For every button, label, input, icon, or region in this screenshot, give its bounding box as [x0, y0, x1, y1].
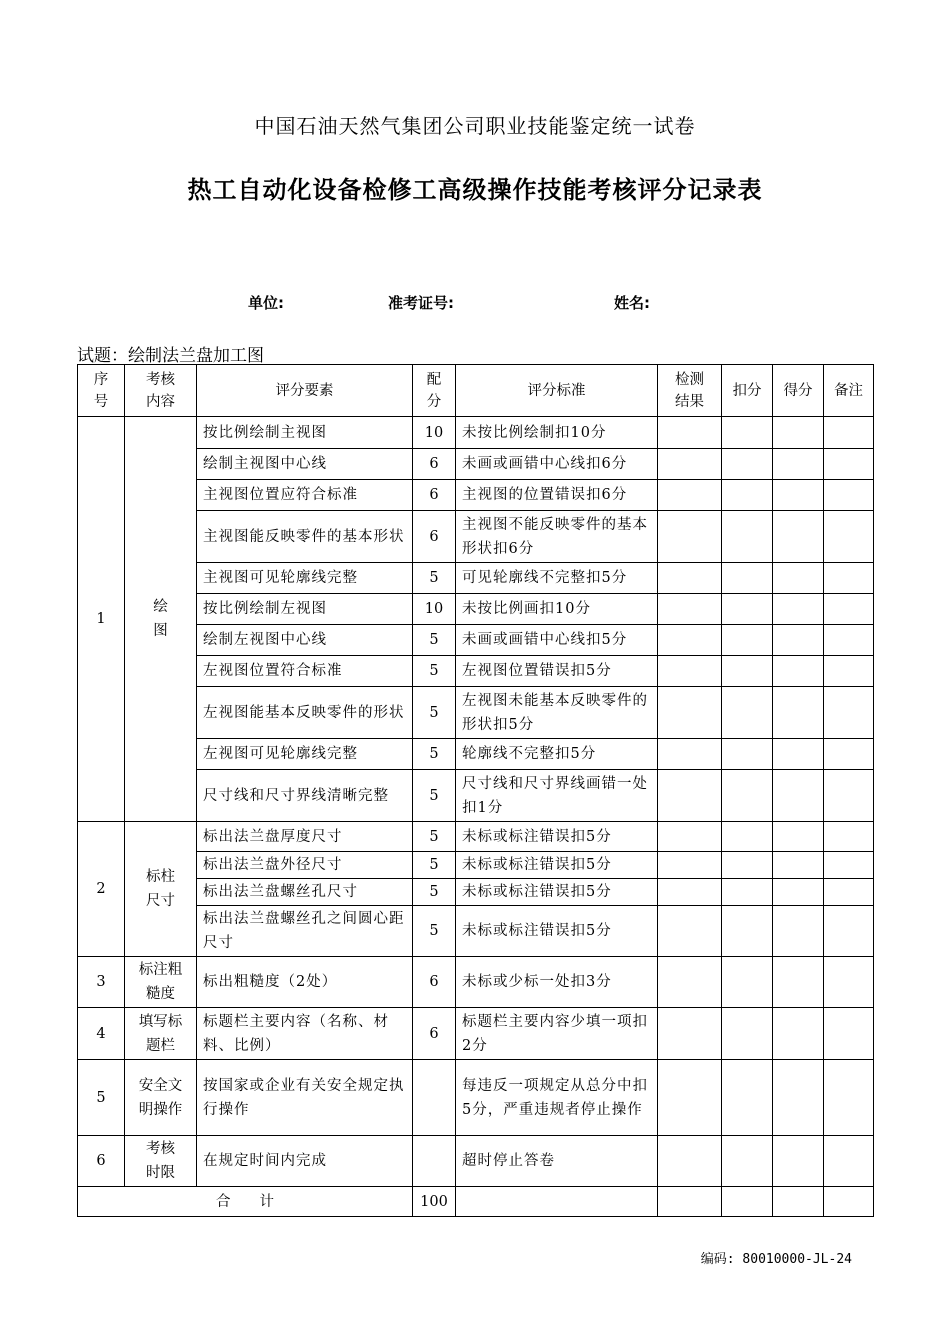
item-cell — [125, 1060, 197, 1136]
result-cell — [658, 417, 722, 449]
deduct-cell — [722, 852, 773, 879]
remark-cell — [824, 594, 874, 625]
header-row — [78, 365, 874, 417]
total-blank-cell — [824, 1187, 874, 1217]
header-item — [125, 365, 197, 417]
remark-cell — [824, 480, 874, 511]
standard-cell: 未画或画错中心线扣6分 — [456, 449, 658, 480]
score-cell: 6 — [413, 480, 456, 511]
subject-title: 试题：绘制法兰盘加工图 — [77, 346, 264, 366]
remark-cell — [824, 656, 874, 687]
standard-cell: 未标或标注错误扣5分 — [456, 906, 658, 957]
standard-cell: 尺寸线和尺寸界线画错一处扣1分 — [456, 770, 658, 822]
score-cell: 5 — [413, 563, 456, 594]
seq-cell: 6 — [78, 1136, 125, 1187]
remark-cell — [824, 739, 874, 770]
unit-label: 单位: — [248, 294, 284, 312]
org-title: 中国石油天然气集团公司职业技能鉴定统一试卷 — [254, 114, 696, 138]
score-cell: 5 — [413, 656, 456, 687]
element-cell: 按比例绘制主视图 — [197, 417, 413, 449]
standard-cell: 左视图未能基本反映零件的形状扣5分 — [456, 687, 658, 739]
item-cell — [125, 1008, 197, 1060]
table-row — [78, 594, 874, 625]
score-cell: 5 — [413, 687, 456, 739]
standard-cell: 可见轮廓线不完整扣5分 — [456, 563, 658, 594]
header-seq-text: 序号 — [93, 371, 109, 410]
table-body — [78, 417, 874, 1187]
exam-id-label: 准考证号: — [388, 294, 454, 312]
deduct-cell — [722, 1060, 773, 1136]
table-row — [78, 1136, 874, 1187]
score-cell: 5 — [413, 739, 456, 770]
remark-cell — [824, 563, 874, 594]
deduct-cell — [722, 625, 773, 656]
element-cell: 主视图能反映零件的基本形状 — [197, 511, 413, 563]
deduct-cell — [722, 480, 773, 511]
header-deduct: 扣分 — [722, 365, 773, 417]
element-cell: 标题栏主要内容（名称、材料、比例） — [197, 1008, 413, 1060]
total-blank-cell — [658, 1187, 722, 1217]
standard-cell: 未标或标注错误扣5分 — [456, 822, 658, 852]
form-title: 热工自动化设备检修工高级操作技能考核评分记录表 — [187, 176, 763, 204]
standard-cell: 每违反一项规定从总分中扣5分，严重违规者停止操作 — [456, 1060, 658, 1136]
element-cell: 绘制主视图中心线 — [197, 449, 413, 480]
standard-cell: 轮廓线不完整扣5分 — [456, 739, 658, 770]
standard-cell: 超时停止答卷 — [456, 1136, 658, 1187]
got-cell — [773, 449, 824, 480]
got-cell — [773, 739, 824, 770]
deduct-cell — [722, 957, 773, 1008]
total-score: 100 — [413, 1187, 456, 1217]
remark-cell — [824, 625, 874, 656]
remark-cell — [824, 852, 874, 879]
result-cell — [658, 1136, 722, 1187]
result-cell — [658, 879, 722, 906]
standard-cell: 未标或标注错误扣5分 — [456, 879, 658, 906]
element-cell: 按国家或企业有关安全规定执行操作 — [197, 1060, 413, 1136]
result-cell — [658, 957, 722, 1008]
seq-cell: 2 — [78, 822, 125, 957]
header-result-text: 检测结果 — [675, 371, 704, 410]
item-text: 标注粗糙度 — [138, 962, 183, 1002]
table-row — [78, 1060, 874, 1136]
element-cell: 尺寸线和尺寸界线清晰完整 — [197, 770, 413, 822]
element-cell: 按比例绘制左视图 — [197, 594, 413, 625]
remark-cell — [824, 879, 874, 906]
remark-cell — [824, 957, 874, 1008]
got-cell — [773, 594, 824, 625]
score-cell: 6 — [413, 957, 456, 1008]
score-cell: 5 — [413, 906, 456, 957]
element-cell: 在规定时间内完成 — [197, 1136, 413, 1187]
got-cell — [773, 852, 824, 879]
item-text: 填写标题栏 — [138, 1013, 183, 1054]
seq-cell: 1 — [78, 417, 125, 822]
element-cell: 左视图位置符合标准 — [197, 656, 413, 687]
deduct-cell — [722, 770, 773, 822]
deduct-cell — [722, 594, 773, 625]
got-cell — [773, 656, 824, 687]
header-result — [658, 365, 722, 417]
name-label: 姓名: — [614, 294, 650, 312]
deduct-cell — [722, 739, 773, 770]
table-row — [78, 656, 874, 687]
table-row — [78, 417, 874, 449]
deduct-cell — [722, 822, 773, 852]
score-cell: 5 — [413, 879, 456, 906]
standard-cell: 未按比例绘制扣10分 — [456, 417, 658, 449]
header-remark: 备注 — [824, 365, 874, 417]
result-cell — [658, 739, 722, 770]
standard-cell: 主视图的位置错误扣6分 — [456, 480, 658, 511]
item-text: 考核时限 — [146, 1141, 175, 1181]
element-cell: 标出粗糙度（2处） — [197, 957, 413, 1008]
result-cell — [658, 563, 722, 594]
deduct-cell — [722, 511, 773, 563]
result-cell — [658, 822, 722, 852]
item-text: 绘图 — [153, 599, 168, 639]
score-cell: 6 — [413, 1008, 456, 1060]
deduct-cell — [722, 449, 773, 480]
table-row — [78, 852, 874, 879]
got-cell — [773, 625, 824, 656]
element-cell: 主视图位置应符合标准 — [197, 480, 413, 511]
deduct-cell — [722, 563, 773, 594]
got-cell — [773, 563, 824, 594]
score-cell: 5 — [413, 625, 456, 656]
item-cell — [125, 957, 197, 1008]
element-cell: 标出法兰盘外径尺寸 — [197, 852, 413, 879]
seq-cell: 3 — [78, 957, 125, 1008]
got-cell — [773, 687, 824, 739]
table-row — [78, 822, 874, 852]
standard-cell: 标题栏主要内容少填一项扣2分 — [456, 1008, 658, 1060]
total-blank-cell — [722, 1187, 773, 1217]
got-cell — [773, 1136, 824, 1187]
result-cell — [658, 1008, 722, 1060]
remark-cell — [824, 822, 874, 852]
got-cell — [773, 511, 824, 563]
header-elements: 评分要素 — [197, 365, 413, 417]
standard-cell: 未按比例画扣10分 — [456, 594, 658, 625]
standard-cell: 主视图不能反映零件的基本形状扣6分 — [456, 511, 658, 563]
score-cell: 10 — [413, 417, 456, 449]
table-row — [78, 687, 874, 739]
score-cell: 5 — [413, 770, 456, 822]
item-cell — [125, 1136, 197, 1187]
score-cell — [413, 1136, 456, 1187]
element-cell: 标出法兰盘厚度尺寸 — [197, 822, 413, 852]
element-cell: 标出法兰盘螺丝孔之间圆心距尺寸 — [197, 906, 413, 957]
remark-cell — [824, 449, 874, 480]
score-cell — [413, 1060, 456, 1136]
got-cell — [773, 1060, 824, 1136]
item-text: 标柱尺寸 — [146, 869, 175, 909]
total-row — [78, 1187, 874, 1217]
table-row — [78, 1008, 874, 1060]
remark-cell — [824, 687, 874, 739]
remark-cell — [824, 906, 874, 957]
element-cell: 绘制左视图中心线 — [197, 625, 413, 656]
score-cell: 10 — [413, 594, 456, 625]
got-cell — [773, 770, 824, 822]
result-cell — [658, 906, 722, 957]
score-cell: 6 — [413, 449, 456, 480]
element-cell: 标出法兰盘螺丝孔尺寸 — [197, 879, 413, 906]
remark-cell — [824, 1060, 874, 1136]
got-cell — [773, 957, 824, 1008]
score-cell: 5 — [413, 822, 456, 852]
got-cell — [773, 480, 824, 511]
remark-cell — [824, 1008, 874, 1060]
table-row — [78, 770, 874, 822]
header-score-text: 配分 — [426, 371, 442, 410]
element-cell: 主视图可见轮廓线完整 — [197, 563, 413, 594]
table-row — [78, 480, 874, 511]
score-cell: 6 — [413, 511, 456, 563]
remark-cell — [824, 1136, 874, 1187]
result-cell — [658, 594, 722, 625]
table-row — [78, 906, 874, 957]
got-cell — [773, 822, 824, 852]
deduct-cell — [722, 906, 773, 957]
item-cell — [125, 417, 197, 822]
total-blank-cell — [773, 1187, 824, 1217]
result-cell — [658, 1060, 722, 1136]
item-cell — [125, 822, 197, 957]
result-cell — [658, 687, 722, 739]
deduct-cell — [722, 687, 773, 739]
document-code: 编码: 80010000-JL-24 — [700, 1252, 852, 1267]
remark-cell — [824, 770, 874, 822]
result-cell — [658, 770, 722, 822]
deduct-cell — [722, 1008, 773, 1060]
element-cell: 左视图可见轮廓线完整 — [197, 739, 413, 770]
table-row — [78, 563, 874, 594]
standard-cell: 左视图位置错误扣5分 — [456, 656, 658, 687]
total-label: 合 计 — [78, 1187, 413, 1217]
table-row — [78, 957, 874, 1008]
standard-cell: 未画或画错中心线扣5分 — [456, 625, 658, 656]
table-row — [78, 511, 874, 563]
element-cell: 左视图能基本反映零件的形状 — [197, 687, 413, 739]
seq-cell: 5 — [78, 1060, 125, 1136]
result-cell — [658, 511, 722, 563]
result-cell — [658, 852, 722, 879]
got-cell — [773, 879, 824, 906]
seq-cell: 4 — [78, 1008, 125, 1060]
got-cell — [773, 906, 824, 957]
result-cell — [658, 625, 722, 656]
result-cell — [658, 480, 722, 511]
table-row — [78, 449, 874, 480]
standard-cell: 未标或少标一处扣3分 — [456, 957, 658, 1008]
remark-cell — [824, 511, 874, 563]
header-standard: 评分标准 — [456, 365, 658, 417]
deduct-cell — [722, 1136, 773, 1187]
header-seq — [78, 365, 125, 417]
standard-cell: 未标或标注错误扣5分 — [456, 852, 658, 879]
score-cell: 5 — [413, 852, 456, 879]
total-blank-cell — [456, 1187, 658, 1217]
table-row — [78, 879, 874, 906]
item-text: 安全文明操作 — [138, 1077, 183, 1118]
header-score — [413, 365, 456, 417]
table-row — [78, 739, 874, 770]
remark-cell — [824, 417, 874, 449]
deduct-cell — [722, 417, 773, 449]
table-row — [78, 625, 874, 656]
got-cell — [773, 1008, 824, 1060]
header-item-text: 考核内容 — [146, 371, 175, 410]
result-cell — [658, 656, 722, 687]
deduct-cell — [722, 656, 773, 687]
got-cell — [773, 417, 824, 449]
deduct-cell — [722, 879, 773, 906]
result-cell — [658, 449, 722, 480]
scoring-table — [77, 364, 874, 1217]
header-got: 得分 — [773, 365, 824, 417]
